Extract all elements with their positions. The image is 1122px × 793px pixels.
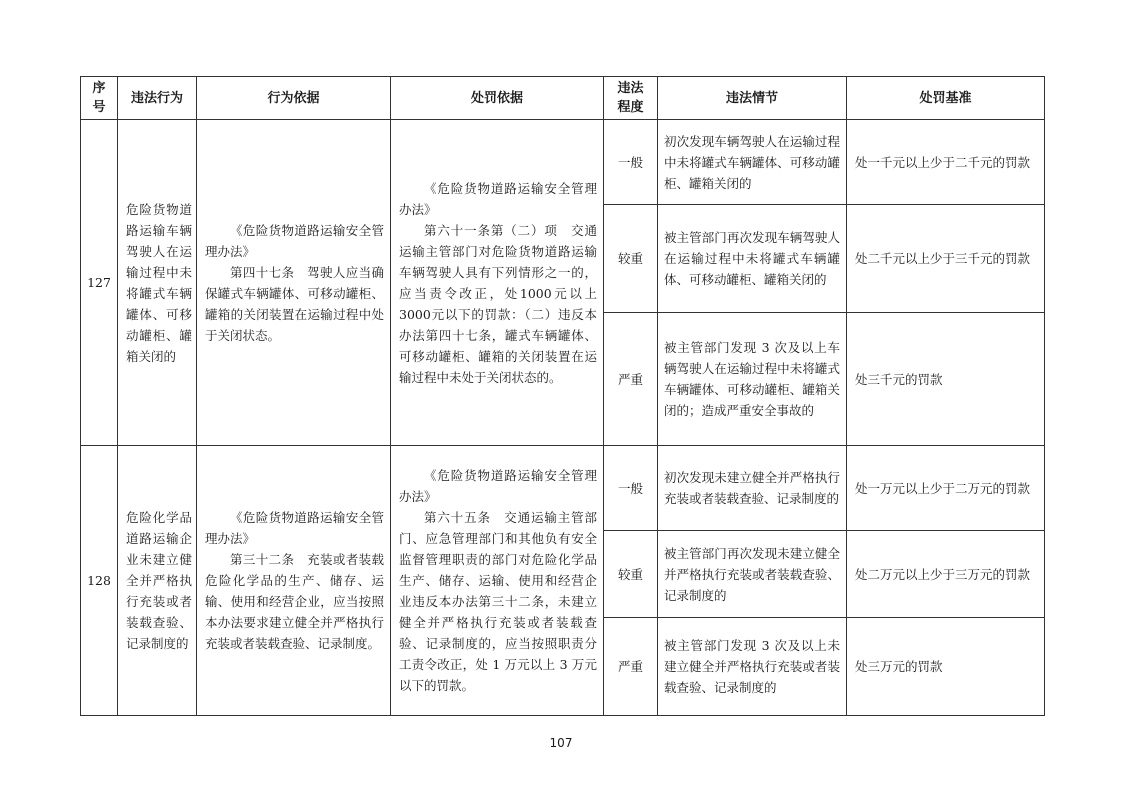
degree-cell: 较重 xyxy=(604,531,658,618)
penalty-standard-table xyxy=(80,76,1045,716)
situation-cell: 被主管部门发现 3 次及以上车辆驾驶人在运输过程中未将罐式车辆罐体、可移动罐柜、罐箱关闭的；造成严重安全事故的 xyxy=(658,313,847,446)
standard-cell: 处二万元以上少于三万元的罚款 xyxy=(847,531,1045,618)
row-penalty-basis xyxy=(391,446,604,716)
row-penalty-basis xyxy=(391,120,604,446)
behavior-basis-title: 《危险货物道路运输安全管理办法》 xyxy=(205,222,384,259)
header-standard: 处罚基准 xyxy=(847,77,1045,120)
standard-cell: 处二千元以上少于三千元的罚款 xyxy=(847,205,1045,313)
row-behavior-basis xyxy=(197,446,391,716)
behavior-basis-body: 第三十二条 充装或者装载危险化学品的生产、储存、运输、使用和经营企业，应当按照本办法要求建立健全并严格执行充装或者装载查验、记录制度。 xyxy=(205,552,384,651)
behavior-basis-title: 《危险货物道路运输安全管理办法》 xyxy=(205,510,384,546)
standard-cell: 处一万元以上少于二万元的罚款 xyxy=(847,446,1045,531)
degree-cell: 一般 xyxy=(604,120,658,205)
situation-cell: 被主管部门再次发现未建立健全并严格执行充装或者装载查验、记录制度的 xyxy=(658,531,847,618)
table-row xyxy=(81,446,1045,531)
standard-cell: 处一千元以上少于二千元的罚款 xyxy=(847,120,1045,205)
situation-cell: 初次发现未建立健全并严格执行充装或者装载查验、记录制度的 xyxy=(658,446,847,531)
header-seq: 序号 xyxy=(81,77,118,120)
degree-cell: 严重 xyxy=(604,618,658,716)
header-behavior-basis: 行为依据 xyxy=(197,77,391,120)
situation-cell: 初次发现车辆驾驶人在运输过程中未将罐式车辆罐体、可移动罐柜、罐箱关闭的 xyxy=(658,120,847,205)
degree-cell: 较重 xyxy=(604,205,658,313)
standard-cell: 处三千元的罚款 xyxy=(847,313,1045,446)
situation-cell: 被主管部门发现 3 次及以上未建立健全并严格执行充装或者装载查验、记录制度的 xyxy=(658,618,847,716)
header-penalty-basis: 处罚依据 xyxy=(391,77,604,120)
header-situation: 违法情节 xyxy=(658,77,847,120)
table-row xyxy=(81,120,1045,205)
row-seq: 128 xyxy=(81,446,118,716)
degree-cell: 严重 xyxy=(604,313,658,446)
penalty-basis-body: 第六十一条第（二）项 交通运输主管部门对危险货物道路运输车辆驾驶人具有下列情形之一的，应当责令改正，处1000元以上3000元以下的罚款：（二）违反本办法第四十七条，罐式车辆罐体、可移动罐柜、罐箱的关闭装置在运输过程中未处于关闭状态的。 xyxy=(399,222,597,385)
penalty-basis-title: 《危险货物道路运输安全管理办法》 xyxy=(399,180,597,217)
penalty-basis-title: 《危险货物道路运输安全管理办法》 xyxy=(399,468,597,504)
behavior-basis-body: 第四十七条 驾驶人应当确保罐式车辆罐体、可移动罐柜、罐箱的关闭装置在运输过程中处于关闭状态。 xyxy=(205,264,384,343)
header-behavior: 违法行为 xyxy=(118,77,197,120)
situation-cell: 被主管部门再次发现车辆驾驶人在运输过程中未将罐式车辆罐体、可移动罐柜、罐箱关闭的 xyxy=(658,205,847,313)
header-row xyxy=(81,77,1045,120)
row-behavior-basis xyxy=(197,120,391,446)
row-seq: 127 xyxy=(81,120,118,446)
page-number: 107 xyxy=(549,736,573,750)
degree-cell: 一般 xyxy=(604,446,658,531)
header-degree: 违法程度 xyxy=(604,77,658,120)
row-behavior: 危险化学品道路运输企业未建立健全并严格执行充装或者装载查验、记录制度的 xyxy=(118,446,197,716)
penalty-basis-body: 第六十五条 交通运输主管部门、应急管理部门和其他负有安全监督管理职责的部门对危险化学品生产、储存、运输、使用和经营企业违反本办法第三十二条，未建立健全并严格执行充装或者装载查验、记录制度的，应当按照职责分工责令改正，处 1 万元以上 3 万元以下的罚款。 xyxy=(399,510,597,693)
standard-cell: 处三万元的罚款 xyxy=(847,618,1045,716)
row-behavior: 危险货物道路运输车辆驾驶人在运输过程中未将罐式车辆罐体、可移动罐柜、罐箱关闭的 xyxy=(118,120,197,446)
